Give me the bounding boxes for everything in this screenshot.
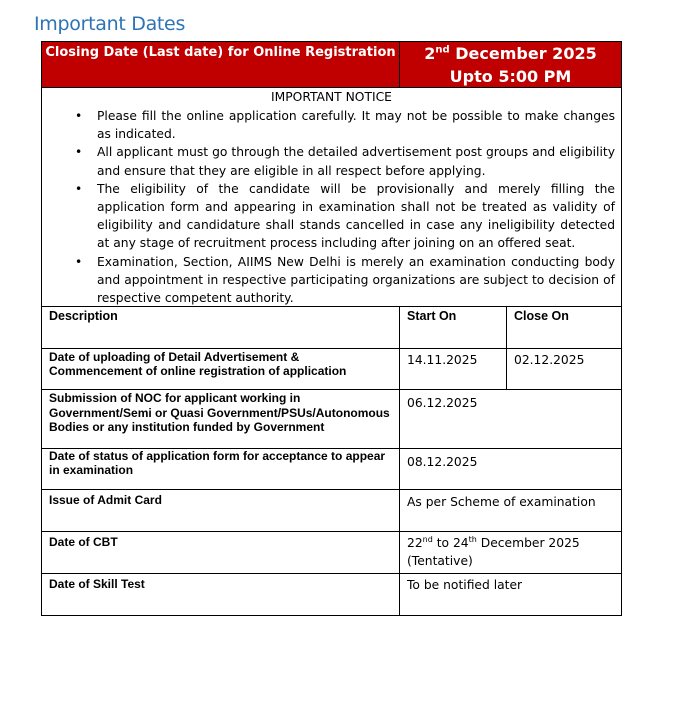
row-start-on: 06.12.2025	[399, 389, 622, 449]
notice-list	[42, 107, 615, 307]
row-start-on: 08.12.2025	[399, 448, 622, 490]
row-description: Submission of NOC for applicant working in Government/Semi or Quasi Government/PSUs/Autonomous Bodies or any institution funded by Government	[41, 389, 400, 449]
row-start-on: As per Scheme of examination	[399, 489, 622, 532]
cbt-to: to 24	[432, 536, 469, 550]
row-start-on: 14.11.2025	[399, 348, 507, 390]
header-start-on: Start On	[399, 306, 507, 349]
bullet-icon: •	[75, 254, 83, 269]
notice-item	[75, 143, 615, 179]
notice-item-text: The eligibility of the candidate will be provisionally and merely filling the application form and appearing in examination shall not be treated as validity of eligibility and candidature shall stands cancelled in case any ineligibility detected at any stage of recruitment process including after joining on an offered seat.	[97, 181, 615, 251]
cbt-from-suffix: nd	[422, 534, 433, 544]
closing-date-label-cell	[41, 41, 400, 88]
row-close-on: 02.12.2025	[506, 348, 622, 390]
closing-day: 2	[424, 44, 436, 63]
closing-date	[400, 42, 621, 65]
cbt-month-year: December 2025	[476, 536, 580, 550]
closing-date-value-cell	[399, 41, 622, 88]
row-description: Date of CBT	[41, 531, 400, 574]
cbt-date-range	[407, 534, 614, 552]
row-start-on	[399, 531, 622, 574]
row-description: Date of status of application form for acceptance to appear in examination	[41, 448, 400, 490]
bullet-icon: •	[75, 109, 83, 123]
closing-day-suffix: nd	[435, 44, 450, 56]
closing-date-label: Closing Date (Last date) for Online Registration	[45, 45, 396, 60]
cbt-note: (Tentative)	[407, 554, 473, 568]
bullet-icon: •	[75, 181, 83, 196]
notice-item-text: Please fill the online application carefully. It may not be possible to make changes as indicated.	[97, 109, 615, 142]
row-description: Date of Skill Test	[41, 573, 400, 616]
header-close-on: Close On	[506, 306, 622, 349]
row-start-on: To be notified later	[399, 573, 622, 616]
closing-month-year: December 2025	[449, 44, 597, 63]
notice-item	[75, 107, 615, 143]
page-title: Important Dates	[34, 13, 186, 35]
notice-heading: IMPORTANT NOTICE	[271, 90, 392, 104]
row-description: Issue of Admit Card	[41, 489, 400, 532]
important-notice	[41, 87, 622, 307]
notice-item	[75, 180, 615, 253]
row-description: Date of uploading of Detail Advertisement & Commencement of online registration of application	[41, 348, 400, 390]
cbt-to-suffix: th	[468, 534, 477, 544]
notice-item	[75, 253, 615, 308]
notice-item-text: All applicant must go through the detailed advertisement post groups and eligibility and ensure that they are eligible in all respect before applying.	[97, 145, 615, 178]
bullet-icon: •	[75, 145, 83, 160]
header-description: Description	[41, 306, 400, 349]
notice-item-text: Examination, Section, AIIMS New Delhi is merely an examination conducting body and appointment in respective participating organizations are subject to decision of respective competent authority.	[97, 254, 615, 306]
closing-time: Upto 5:00 PM	[449, 67, 572, 86]
cbt-from: 22	[407, 536, 423, 550]
